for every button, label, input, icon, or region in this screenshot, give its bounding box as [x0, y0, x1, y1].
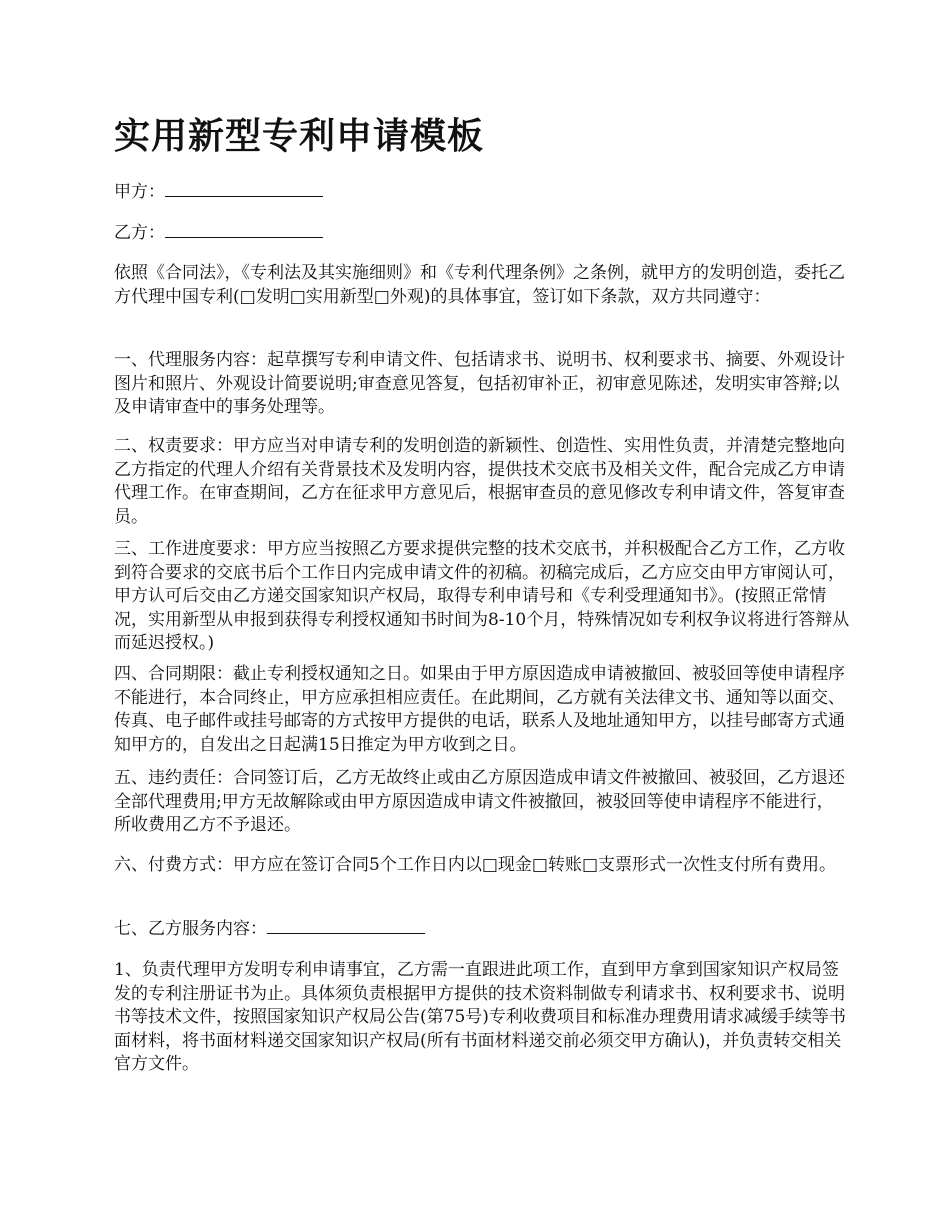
party-b-line — [114, 222, 850, 246]
document-title: 实用新型专利申请模板 — [114, 116, 485, 157]
clause-7-label: 七、乙方服务内容： — [114, 919, 267, 939]
clause-5-breach: 五、违约责任：合同签订后，乙方无故终止或由乙方原因造成申请文件被撤回、被驳回，乙方退还全部代理费用;甲方无故解除或由甲方原因造成申请文件被撤回，被驳回等使申请程序不能进行，所收费用乙方不予退还。 — [114, 768, 845, 835]
clause-7-blank[interactable] — [267, 919, 425, 934]
clause-7-line — [114, 918, 850, 942]
clause-7-item-1: 1、负责代理甲方发明专利申请事宜，乙方需一直跟进此项工作，直到甲方拿到国家知识产权局签发的专利注册证书为止。具体须负责根据甲方提供的技术资料制做专利请求书、权利要求书、说明书等技术文件，按照国家知识产权局公告(第75号)专利收费项目和标准办理费用请求减缓手续等书面材料，将书面材料递交国家知识产权局(所有书面材料递交前必须交甲方确认)，并负责转交相关官方文件。 — [114, 960, 846, 1074]
clause-2-responsibilities: 二、权责要求：甲方应当对申请专利的发明创造的新颖性、创造性、实用性负责，并清楚完整地向乙方指定的代理人介绍有关背景技术及发明内容，提供技术交底书及相关文件，配合完成乙方申请代理工作。在审查期间，乙方在征求甲方意见后，根据审查员的意见修改专利申请文件，答复审查员。 — [114, 436, 845, 527]
clause-4-term: 四、合同期限：截止专利授权通知之日。如果由于甲方原因造成申请被撤回、被驳回等使申请程序不能进行，本合同终止，甲方应承担相应责任。在此期间，乙方就有关法律文书、通知等以面交、传真、电子邮件或挂号邮寄的方式按甲方提供的电话，联系人及地址通知甲方，以挂号邮寄方式通知甲方的，自发出之日起满15日推定为甲方收到之日。 — [114, 664, 845, 755]
party-a-label: 甲方： — [114, 182, 165, 202]
clause-3-schedule: 三、工作进度要求：甲方应当按照乙方要求提供完整的技术交底书，并积极配合乙方工作，乙方收到符合要求的交底书后个工作日内完成申请文件的初稿。初稿完成后，乙方应交由甲方审阅认可，甲方认可后交由乙方递交国家知识产权局，取得专利申请号和《专利受理通知书》。(按照正常情况，实用新型从申报到获得专利授权通知书时间为8-10个月，特殊情况如专利权争议将进行答辩从而延迟授权。) — [114, 539, 850, 653]
clause-6-payment: 六、付费方式：甲方应在签订合同5个工作日内以□现金□转账□支票形式一次性支付所有费用。 — [114, 855, 837, 875]
party-a-line — [114, 181, 850, 205]
party-b-label: 乙方： — [114, 223, 165, 243]
clause-1-service-content: 一、代理服务内容：起草撰写专利申请文件、包括请求书、说明书、权利要求书、摘要、外观设计图片和照片、外观设计简要说明;审查意见答复，包括初审补正，初审意见陈述，发明实审答辩;以及申请审查中的事务处理等。 — [114, 350, 845, 417]
party-b-blank[interactable] — [165, 223, 323, 238]
preamble-paragraph: 依照《合同法》，《专利法及其实施细则》和《专利代理条例》之条例，就甲方的发明创造，委托乙方代理中国专利(□发明□实用新型□外观)的具体事宜，签订如下条款，双方共同遵守： — [114, 263, 845, 307]
party-a-blank[interactable] — [165, 182, 323, 197]
